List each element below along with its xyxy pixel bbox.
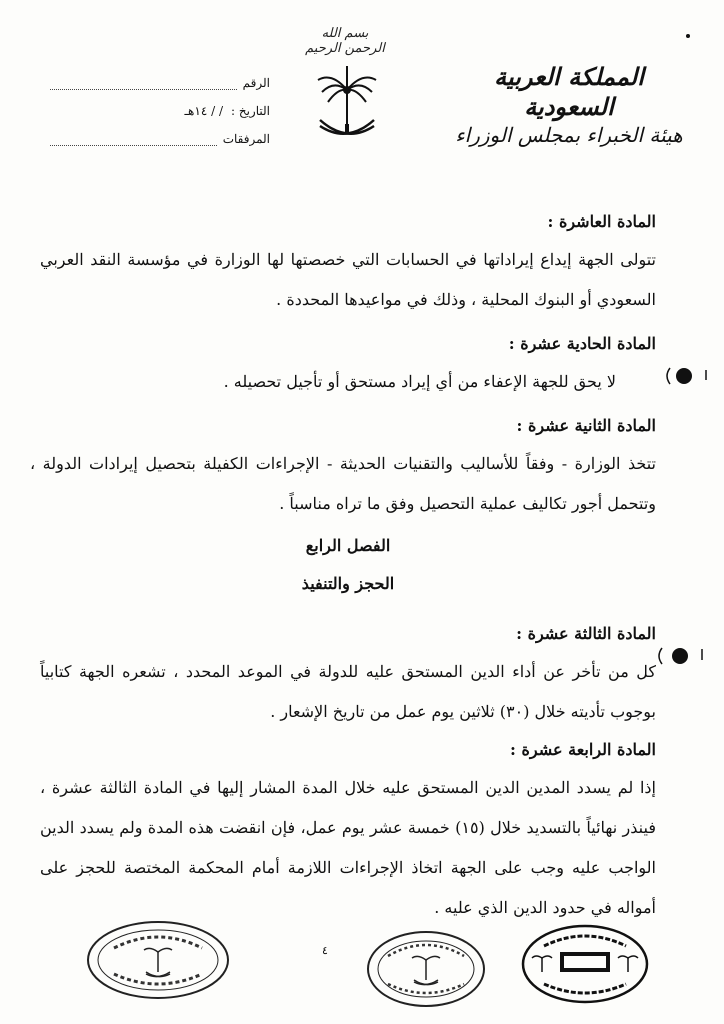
- kingdom-name: المملكة العربية السعودية: [494, 62, 644, 121]
- palm-swords-emblem-icon: [312, 60, 382, 160]
- authority-name: هيئة الخبراء بمجلس الوزراء: [455, 123, 683, 147]
- chapter-title: الفصل الرابع: [305, 536, 391, 555]
- chapter-subtitle: الحجز والتنفيذ: [301, 574, 395, 593]
- article-11-title: المادة الحادية عشرة :: [508, 334, 656, 353]
- corner-dot: [686, 34, 690, 38]
- article-13-text: كل من تأخر عن أداء الدين المستحق عليه للدولة في الموعد المحدد ، تشعره الجهة كتابياً بوجوب تأديته خلال (٣٠) ثلاثين يوم عمل من تاريخ الإشعار .: [40, 662, 656, 721]
- punch-hole-icon: [662, 364, 712, 388]
- date-label: التاريخ :: [230, 104, 270, 118]
- article-10-text: تتولى الجهة إيداع إيراداتها في الحسابات التي خصصتها لها الوزارة في مؤسسة النقد العربي السعودي أو البنوك المحلية ، وذلك في مواعيدها المحددة .: [40, 250, 657, 309]
- punch-hole-icon: [654, 644, 710, 668]
- article-13-title: المادة الثالثة عشرة :: [516, 624, 656, 643]
- attachments-label: المرفقات: [222, 132, 270, 146]
- official-stamp-center-icon: [364, 928, 488, 1010]
- ref-row: [50, 62, 270, 90]
- attachments-row: [50, 118, 270, 146]
- article-12-title: المادة الثانية عشرة :: [516, 416, 656, 435]
- date-value: / / ١٤هـ: [184, 104, 223, 118]
- page-mark: ٤: [322, 944, 328, 957]
- government-header: [454, 62, 684, 148]
- article-14-text: إذا لم يسدد المدين الدين المستحق عليه خلال المدة المشار إليها في المادة الثالثة عشرة ، فينذر نهائياً بالتسديد خلال (١٥) خمسة عشر يوم عمل، فإن انقضت هذه المدة ولم يسدد الدين الواجب عليه وجب على الجهة اتخاذ الإجراءات اللازمة أمام المحكمة المختصة للحجز على أمواله في حدود الدين الذي عليه .: [40, 778, 656, 917]
- article-14-title: المادة الرابعة عشرة :: [510, 740, 656, 759]
- attachments-line: [50, 131, 217, 146]
- basmala: بسم الله الرحمن الرحيم: [305, 26, 385, 56]
- date-row: [50, 90, 270, 118]
- document-meta: [50, 62, 270, 146]
- ref-label: الرقم: [242, 76, 270, 90]
- official-stamp-left-icon: [84, 918, 232, 1002]
- article-10-title: المادة العاشرة :: [547, 212, 656, 231]
- article-12-text: تتخذ الوزارة - وفقاً للأساليب والتقنيات الحديثة - الإجراءات الكفيلة بتحصيل إيرادات الدولة ، وتتحمل أجور تكاليف عملية التحصيل وفق ما تراه مناسباً .: [30, 454, 656, 513]
- article-11-text: لا يحق للجهة الإعفاء من أي إيراد مستحق أو تأجيل تحصيله .: [223, 372, 616, 391]
- official-stamp-right-icon: [520, 922, 650, 1006]
- ref-line: [50, 75, 237, 90]
